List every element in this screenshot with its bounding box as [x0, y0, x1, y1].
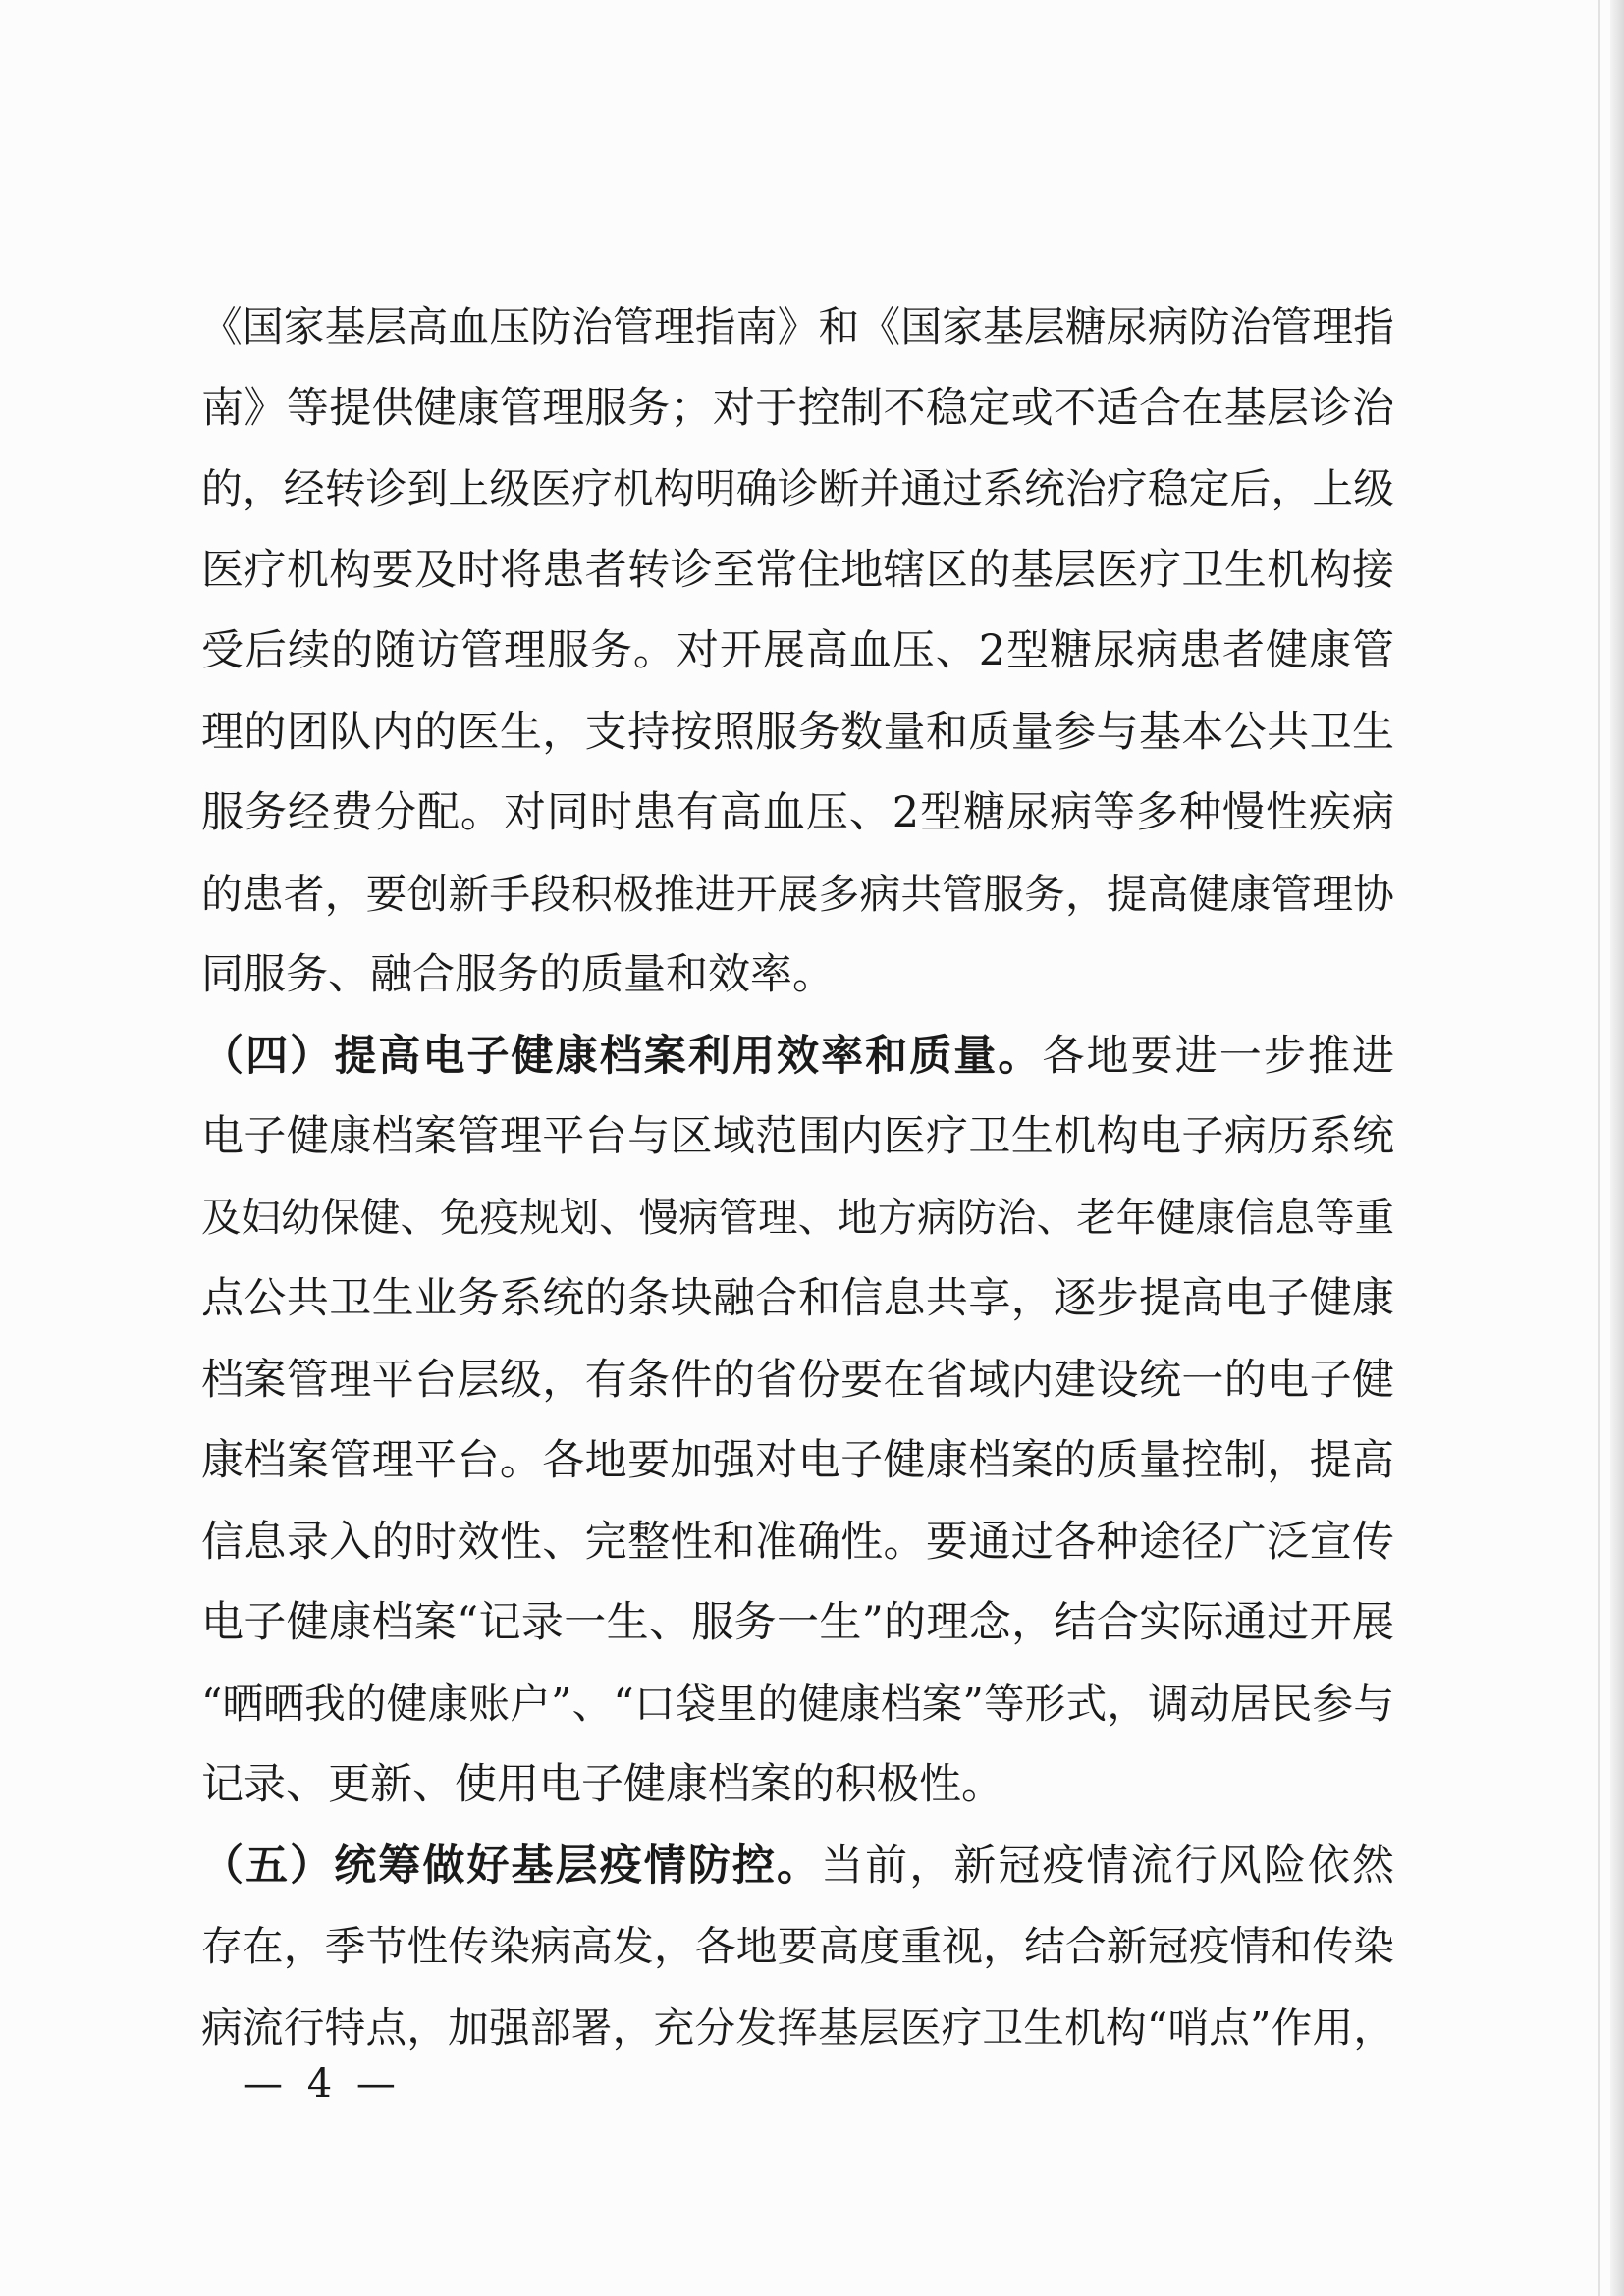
section-text: 各地要进一步推进: [1042, 1031, 1394, 1081]
text-line: 点公共卫生业务系统的条块融合和信息共享，逐步提高电子健康: [201, 1274, 1394, 1323]
section-heading: （五）统筹做好基层疫情防控。: [201, 1841, 822, 1891]
text-line: 病流行特点，加强部署，充分发挥基层医疗卫生机构“哨点”作用，: [201, 2002, 1394, 2052]
page-number: — 4 —: [244, 2061, 402, 2107]
text-line: “晒晒我的健康账户”、“口袋里的健康档案”等形式，调动居民参与: [201, 1679, 1394, 1728]
document-body: [201, 287, 1394, 2068]
text-line: 信息录入的时效性、完整性和准确性。要通过各种途径广泛宣传: [201, 1517, 1394, 1567]
text-line: 电子健康档案管理平台与区域范围内医疗卫生机构电子病历系统: [201, 1112, 1394, 1161]
text-line: 及妇幼保健、免疫规划、慢病管理、地方病防治、老年健康信息等重: [201, 1194, 1394, 1241]
section-heading-line: [201, 1016, 1394, 1097]
section-heading: （四）提高电子健康档案利用效率和质量。: [201, 1031, 1043, 1081]
scan-fold-line: [1598, 0, 1600, 2296]
text-line: 南》等提供健康管理服务；对于控制不稳定或不适合在基层诊治: [201, 383, 1394, 433]
text-line: 《国家基层高血压防治管理指南》和《国家基层糖尿病防治管理指: [201, 302, 1394, 350]
text-line: 受后续的随访管理服务。对开展高血压、2型糖尿病患者健康管: [201, 626, 1394, 675]
section-heading-line: [201, 1826, 1394, 1907]
text-line: 存在，季节性传染病高发，各地要高度重视，结合新冠疫情和传染: [201, 1922, 1394, 1970]
text-line: 档案管理平台层级，有条件的省份要在省域内建设统一的电子健: [201, 1355, 1394, 1405]
text-line: 服务经费分配。对同时患有高血压、2型糖尿病等多种慢性疾病: [201, 788, 1394, 837]
text-line: 康档案管理平台。各地要加强对电子健康档案的质量控制，提高: [201, 1436, 1394, 1485]
scan-page-edge: [1610, 0, 1624, 2296]
text-line: 理的团队内的医生，支持按照服务数量和质量参与基本公共卫生: [201, 707, 1394, 757]
text-line: 的患者，要创新手段积极推进开展多病共管服务，提高健康管理协: [201, 869, 1394, 918]
text-line: 的，经转诊到上级医疗机构明确诊断并通过系统治疗稳定后，上级: [201, 464, 1394, 512]
text-line: 同服务、融合服务的质量和效率。: [201, 950, 835, 999]
text-line: 医疗机构要及时将患者转诊至常住地辖区的基层医疗卫生机构接: [201, 545, 1394, 595]
text-line: 电子健康档案“记录一生、服务一生”的理念，结合实际通过开展: [201, 1598, 1394, 1647]
section-text: 当前，新冠疫情流行风险依然: [821, 1841, 1394, 1891]
text-line: 记录、更新、使用电子健康档案的积极性。: [201, 1760, 1003, 1809]
